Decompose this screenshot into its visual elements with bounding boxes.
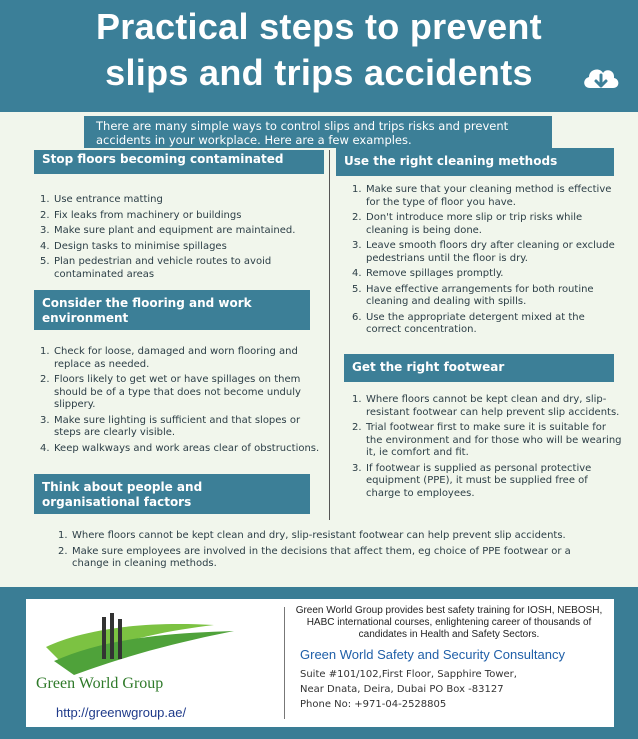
list-flooring xyxy=(40,346,324,458)
list-item: 4. Remove spillages promptly. xyxy=(352,268,504,279)
cloud-download-icon xyxy=(580,62,622,96)
list-item: 5. Have effective arrangements for both routine cleaning and dealing with spills. xyxy=(352,283,594,307)
list-item: 2. Make sure employees are involved in the decisions that affect them, eg choice of PPE footwear or a change in cleaning methods. xyxy=(58,545,571,569)
list-item: 2. Floors likely to get wet or have spillages on them should be of a type that does not become unduly slippery. xyxy=(40,374,301,410)
section-heading-people: Think about people and organisational factors xyxy=(34,474,310,514)
list-item: 1. Use entrance matting xyxy=(40,194,163,205)
footer xyxy=(0,587,638,739)
list-item: 1. Make sure that your cleaning method is effective for the type of floor you have. xyxy=(352,184,612,208)
column-divider xyxy=(329,150,330,520)
list-item: 5. Plan pedestrian and vehicle routes to avoid contaminated areas xyxy=(40,256,272,280)
phone-number: Phone No: +971-04-2528805 xyxy=(300,699,447,710)
list-item: 3. Make sure plant and equipment are maintained. xyxy=(40,225,296,236)
section-heading-cleaning: Use the right cleaning methods xyxy=(336,148,614,176)
contact-details xyxy=(300,667,517,712)
list-item: 2. Fix leaks from machinery or buildings xyxy=(40,209,242,221)
list-item: 6. Use the appropriate detergent mixed at the correct concentration. xyxy=(352,311,585,335)
list-item: 2. Don't introduce more slip or trip risks while cleaning is being done. xyxy=(352,212,583,236)
list-contamination xyxy=(40,194,324,284)
list-item: 1. Check for loose, damaged and worn flooring and replace as needed. xyxy=(40,346,298,370)
title-line-1: Practical steps to prevent xyxy=(96,6,542,47)
section-heading-flooring: Consider the flooring and work environment xyxy=(34,290,310,330)
list-footwear xyxy=(352,394,624,503)
title-line-2: slips and trips accidents xyxy=(105,52,533,93)
list-cleaning xyxy=(352,184,622,340)
company-card xyxy=(26,599,614,727)
page-title xyxy=(10,4,628,96)
list-item: 2. Trial footwear first to make sure it is suitable for the environment and for those who will be wearing it, ie comfort and fit. xyxy=(352,422,622,458)
list-people xyxy=(58,530,598,574)
list-item: 1. Where floors cannot be kept clean and dry, slip-resistant footwear can help prevent slip accidents. xyxy=(352,394,620,418)
address-line-2: Near Dnata, Deira, Dubai PO Box -83127 xyxy=(300,684,504,695)
list-item: 3. Make sure lighting is sufficient and that slopes or steps are clearly visible. xyxy=(40,414,301,438)
footer-divider xyxy=(284,607,285,719)
address-line-1: Suite #101/102,First Floor, Sapphire Tower, xyxy=(300,669,517,680)
list-item: 1. Where floors cannot be kept clean and dry, slip-resistant footwear can help prevent slip accidents. xyxy=(58,530,566,541)
list-item: 4. Keep walkways and work areas clear of obstructions. xyxy=(40,442,320,454)
website-link[interactable]: http://greenwgroup.ae/ xyxy=(56,705,187,720)
about-text: Green World Group provides best safety training for IOSH, NEBOSH, HABC international courses, enlightening career of thousands of candidates in Health and Safety Sectors. xyxy=(295,605,603,640)
header-banner xyxy=(0,0,638,112)
list-item: 4. Design tasks to minimise spillages xyxy=(40,240,227,252)
list-item: 3. If footwear is supplied as personal protective equipment (PPE), it must be supplied free of charge to employees. xyxy=(352,462,592,499)
section-heading-contamination: Stop floors becoming contaminated xyxy=(34,150,324,174)
list-item: 3. Leave smooth floors dry after cleaning or exclude pedestrians until the floor is dry. xyxy=(352,240,615,264)
brand-name: Green World Group xyxy=(36,675,164,692)
section-heading-footwear: Get the right footwear xyxy=(344,354,614,382)
green-world-logo xyxy=(44,609,244,679)
consultancy-name: Green World Safety and Security Consultancy xyxy=(300,647,565,662)
intro-text: There are many simple ways to control slips and trips risks and prevent accidents in your workplace. Here are a few examples. xyxy=(84,116,552,148)
